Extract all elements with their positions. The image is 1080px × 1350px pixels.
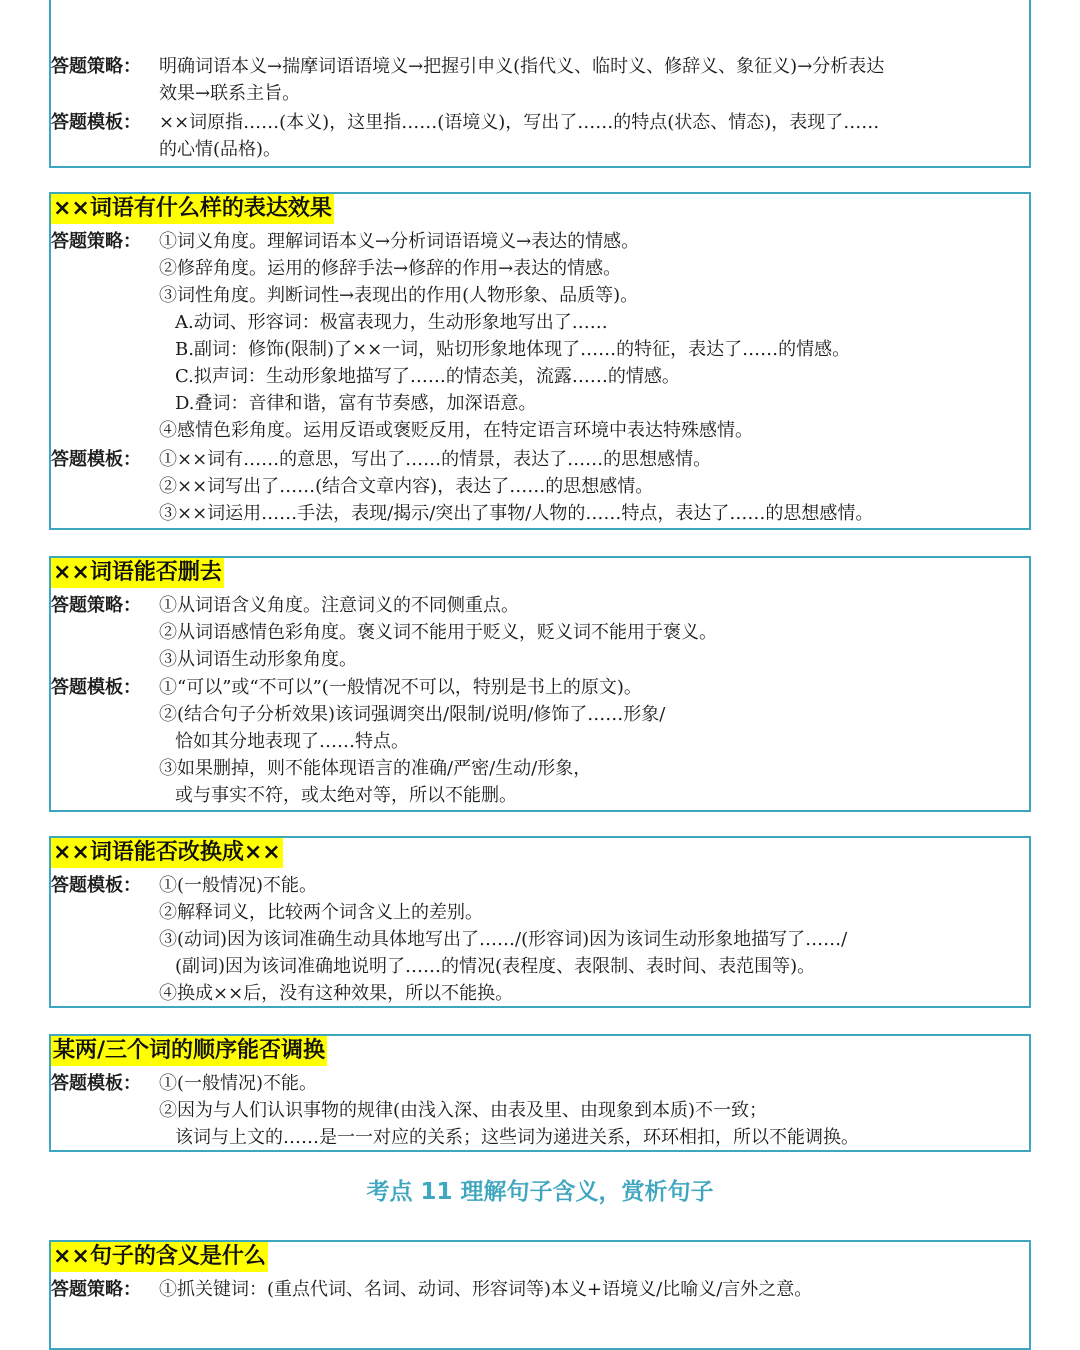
strategy-line: 明确词语本义→揣摩词语语境义→把握引申义(指代义、临时义、修辞义、象征义)→分析表达 bbox=[159, 56, 885, 77]
template-line: ①(一般情况)不能。 bbox=[159, 875, 318, 896]
template-line: ①“可以”或“不可以”(一般情况不可以，特别是书上的原文)。 bbox=[159, 677, 642, 698]
strategy-label: 答题策略： bbox=[51, 56, 141, 77]
box-title: ××句子的含义是什么 bbox=[51, 1242, 268, 1272]
strategy-line: D.叠词：音律和谐，富有节奏感，加深语意。 bbox=[175, 393, 537, 414]
box-title: 某两/三个词的顺序能否调换 bbox=[51, 1036, 327, 1066]
strategy-box-can-delete bbox=[49, 556, 1031, 812]
section-heading: 考点 11 理解句子含义，赏析句子 bbox=[366, 1179, 714, 1205]
template-line: ②××词写出了……(结合文章内容)，表达了……的思想感情。 bbox=[159, 476, 654, 497]
strategy-label: 答题策略： bbox=[51, 595, 141, 616]
strategy-box-can-replace bbox=[49, 836, 1031, 1008]
strategy-line: ②修辞角度。运用的修辞手法→修辞的作用→表达的情感。 bbox=[159, 258, 622, 279]
template-line: ②解释词义，比较两个词含义上的差别。 bbox=[159, 902, 483, 923]
template-line: ③(动词)因为该词准确生动具体地写出了……/(形容词)因为该词生动形象地描写了……/ bbox=[159, 929, 848, 950]
template-label: 答题模板： bbox=[51, 875, 141, 896]
strategy-line: ③从词语生动形象角度。 bbox=[159, 649, 357, 670]
strategy-box-expression-effect bbox=[49, 192, 1031, 530]
template-line: ②因为与人们认识事物的规律(由浅入深、由表及里、由现象到本质)不一致； bbox=[159, 1100, 768, 1121]
template-label: 答题模板： bbox=[51, 1073, 141, 1094]
strategy-label: 答题策略： bbox=[51, 231, 141, 252]
template-label: 答题模板： bbox=[51, 112, 141, 133]
strategy-line: ①词义角度。理解词语本义→分析词语语境义→表达的情感。 bbox=[159, 231, 640, 252]
template-label: 答题模板： bbox=[51, 677, 141, 698]
template-line: ①××词有……的意思，写出了……的情景，表达了……的思想感情。 bbox=[159, 449, 712, 470]
template-line: ①(一般情况)不能。 bbox=[159, 1073, 318, 1094]
template-line: 该词与上文的……是一一对应的关系；这些词为递进关系，环环相扣，所以不能调换。 bbox=[175, 1127, 859, 1148]
strategy-line: 效果→联系主旨。 bbox=[159, 83, 301, 104]
box-title: ××词语能否删去 bbox=[51, 558, 224, 588]
template-line: ④换成××后，没有这种效果，所以不能换。 bbox=[159, 983, 514, 1004]
template-line: 的心情(品格)。 bbox=[159, 139, 282, 160]
strategy-line: ①抓关键词：(重点代词、名词、动词、形容词等)本义+语境义/比喻义/言外之意。 bbox=[159, 1279, 813, 1300]
strategy-line: B.副词：修饰(限制)了××一词，贴切形象地体现了……的特征，表达了……的情感。 bbox=[175, 339, 851, 360]
template-line: (副词)因为该词准确地说明了……的情况(表程度、表限制、表时间、表范围等)。 bbox=[175, 956, 816, 977]
strategy-box-word-order bbox=[49, 1034, 1031, 1152]
template-line: ③如果删掉，则不能体现语言的准确/严密/生动/形象， bbox=[159, 758, 592, 779]
strategy-box-sentence-meaning bbox=[49, 1240, 1031, 1350]
strategy-box-word-meaning bbox=[49, 0, 1031, 168]
strategy-line: ②从词语感情色彩角度。褒义词不能用于贬义，贬义词不能用于褒义。 bbox=[159, 622, 717, 643]
template-line: 或与事实不符，或太绝对等，所以不能删。 bbox=[175, 785, 517, 806]
template-label: 答题模板： bbox=[51, 449, 141, 470]
strategy-line: C.拟声词：生动形象地描写了……的情态美，流露……的情感。 bbox=[175, 366, 680, 387]
template-line: ××词原指……(本义)，这里指……(语境义)，写出了……的特点(状态、情态)，表现了…… bbox=[159, 112, 880, 133]
strategy-line: ③词性角度。判断词性→表现出的作用(人物形象、品质等)。 bbox=[159, 285, 639, 306]
template-line: 恰如其分地表现了……特点。 bbox=[175, 731, 409, 752]
strategy-line: A.动词、形容词：极富表现力，生动形象地写出了…… bbox=[175, 312, 608, 333]
strategy-line: ④感情色彩角度。运用反语或褒贬反用，在特定语言环境中表达特殊感情。 bbox=[159, 420, 753, 441]
template-line: ②(结合句子分析效果)该词强调突出/限制/说明/修饰了……形象/ bbox=[159, 704, 666, 725]
box-title: ××词语能否改换成×× bbox=[51, 838, 283, 868]
strategy-label: 答题策略： bbox=[51, 1279, 141, 1300]
strategy-line: ①从词语含义角度。注意词义的不同侧重点。 bbox=[159, 595, 519, 616]
template-line: ③××词运用……手法，表现/揭示/突出了事物/人物的……特点，表达了……的思想感情。 bbox=[159, 503, 874, 524]
box-title: ××词语有什么样的表达效果 bbox=[51, 194, 334, 224]
